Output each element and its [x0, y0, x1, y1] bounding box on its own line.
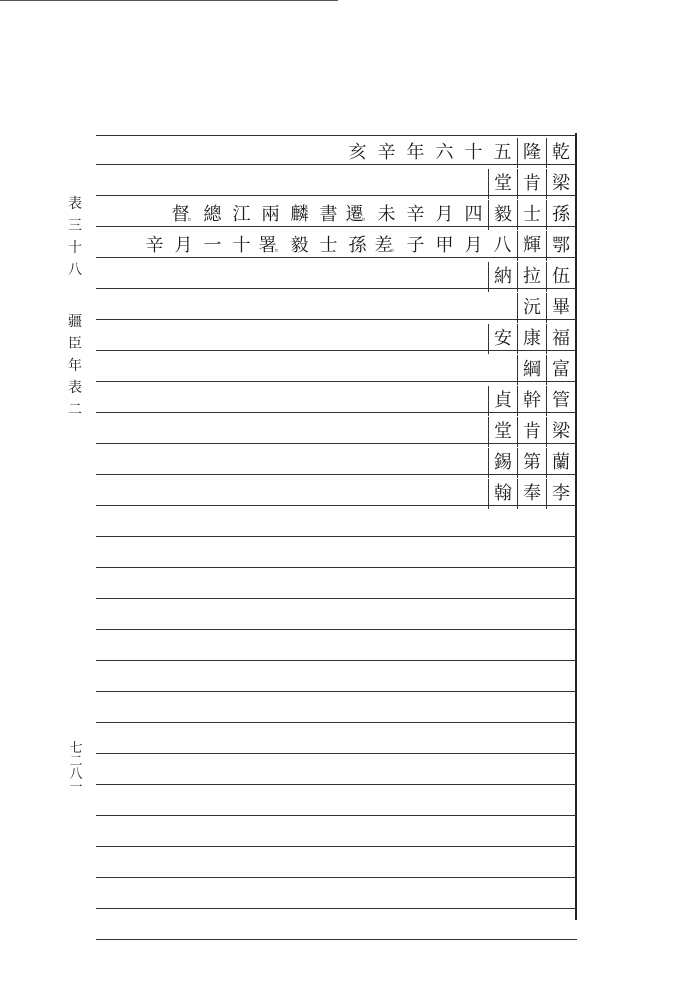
official-name-char: 錫 [488, 448, 517, 478]
table-row [488, 262, 575, 292]
official-name-char: 孫 [546, 200, 575, 230]
table-row [488, 479, 575, 509]
table-row [517, 355, 575, 385]
official-name-char: 梁 [546, 169, 575, 199]
remark-char: 月 [435, 204, 454, 225]
year-char: 亥 [348, 142, 367, 163]
official-name-char: 堂 [488, 169, 517, 199]
row-rule [96, 784, 577, 785]
remark-char: 差。 [374, 235, 399, 256]
table-row [488, 448, 575, 478]
row-rule [96, 660, 577, 661]
row-rule [96, 135, 577, 136]
table-row [488, 417, 575, 447]
remark-char: 子 [406, 235, 425, 256]
table-row [517, 293, 575, 323]
remark-char: 兩 [261, 204, 280, 225]
official-name-char: 福 [546, 324, 575, 354]
year-char: 五 [493, 142, 512, 163]
remark-char: 總 [203, 204, 222, 225]
remark-char: 毅 [290, 235, 309, 256]
year-table [96, 133, 577, 920]
official-name-char: 李 [546, 479, 575, 509]
side-title-name: 疆 臣 年 表 二 [68, 314, 84, 418]
remark-char: 甲 [435, 235, 454, 256]
year-char: 隆 [517, 138, 546, 168]
remark-char: 署。 [258, 235, 283, 256]
official-name-char: 梁 [546, 417, 575, 447]
year-char: 六 [435, 142, 454, 163]
top-border-line [0, 0, 338, 1]
official-name-char: 綱 [517, 355, 546, 385]
remark-char: 督。 [171, 204, 196, 225]
year-char: 辛 [377, 142, 396, 163]
year-char: 乾 [546, 138, 575, 168]
official-name-char: 士 [517, 200, 546, 230]
official-name-char: 納 [488, 262, 517, 292]
row-rule [96, 877, 577, 878]
row-rule [96, 536, 577, 537]
official-name-char: 肯 [517, 417, 546, 447]
official-name-char: 安 [488, 324, 517, 354]
remark-char: 四 [464, 204, 483, 225]
year-char: 十 [464, 142, 483, 163]
table-row [140, 231, 575, 261]
remark-char: 一 [203, 235, 222, 256]
table-row [169, 200, 575, 230]
remark-char: 八 [493, 235, 512, 256]
remark-char: 書 [319, 204, 338, 225]
official-name-char: 貞 [488, 386, 517, 416]
side-title-volume: 表 三 十 八 [68, 196, 84, 278]
table-row [343, 138, 575, 168]
row-rule [96, 567, 577, 568]
official-name-char: 肯 [517, 169, 546, 199]
remark-char: 辛 [145, 235, 164, 256]
side-title [66, 193, 86, 421]
remark-char: 月 [464, 235, 483, 256]
row-rule [96, 629, 577, 630]
row-rule [96, 598, 577, 599]
official-name-char: 富 [546, 355, 575, 385]
official-name-char: 蘭 [546, 448, 575, 478]
row-rule [96, 691, 577, 692]
remark-char: 辛 [406, 204, 425, 225]
official-name-char: 沅 [517, 293, 546, 323]
table-row [488, 169, 575, 199]
table-right-border [575, 133, 577, 920]
row-rule [96, 908, 577, 909]
row-rule [96, 319, 577, 320]
official-name-char: 伍 [546, 262, 575, 292]
official-name-char: 畢 [546, 293, 575, 323]
official-name-char: 第 [517, 448, 546, 478]
official-name-char: 翰 [488, 479, 517, 509]
row-rule [96, 939, 577, 940]
row-rule [96, 815, 577, 816]
remark-char: 遷。 [345, 204, 370, 225]
official-name-char: 管 [546, 386, 575, 416]
official-name-char: 堂 [488, 417, 517, 447]
official-name-char: 輝 [517, 231, 546, 261]
remark-char: 麟 [290, 204, 309, 225]
remark-char: 士 [319, 235, 338, 256]
official-name-char: 幹 [517, 386, 546, 416]
table-row [488, 386, 575, 416]
table-row [488, 324, 575, 354]
official-name-char: 拉 [517, 262, 546, 292]
remark-char: 孫 [348, 235, 367, 256]
remark-char: 江 [232, 204, 251, 225]
official-name-char: 康 [517, 324, 546, 354]
row-rule [96, 753, 577, 754]
remark-char: 未 [377, 204, 396, 225]
official-name-char: 鄂 [546, 231, 575, 261]
official-name-char: 奉 [517, 479, 546, 509]
official-name-char: 毅 [488, 200, 517, 230]
row-rule [96, 846, 577, 847]
remark-char: 月 [174, 235, 193, 256]
row-rule [96, 722, 577, 723]
remark-char: 十 [232, 235, 251, 256]
year-char: 年 [406, 142, 425, 163]
row-rule [96, 381, 577, 382]
page-number: 七 二 八 一 [69, 741, 83, 795]
